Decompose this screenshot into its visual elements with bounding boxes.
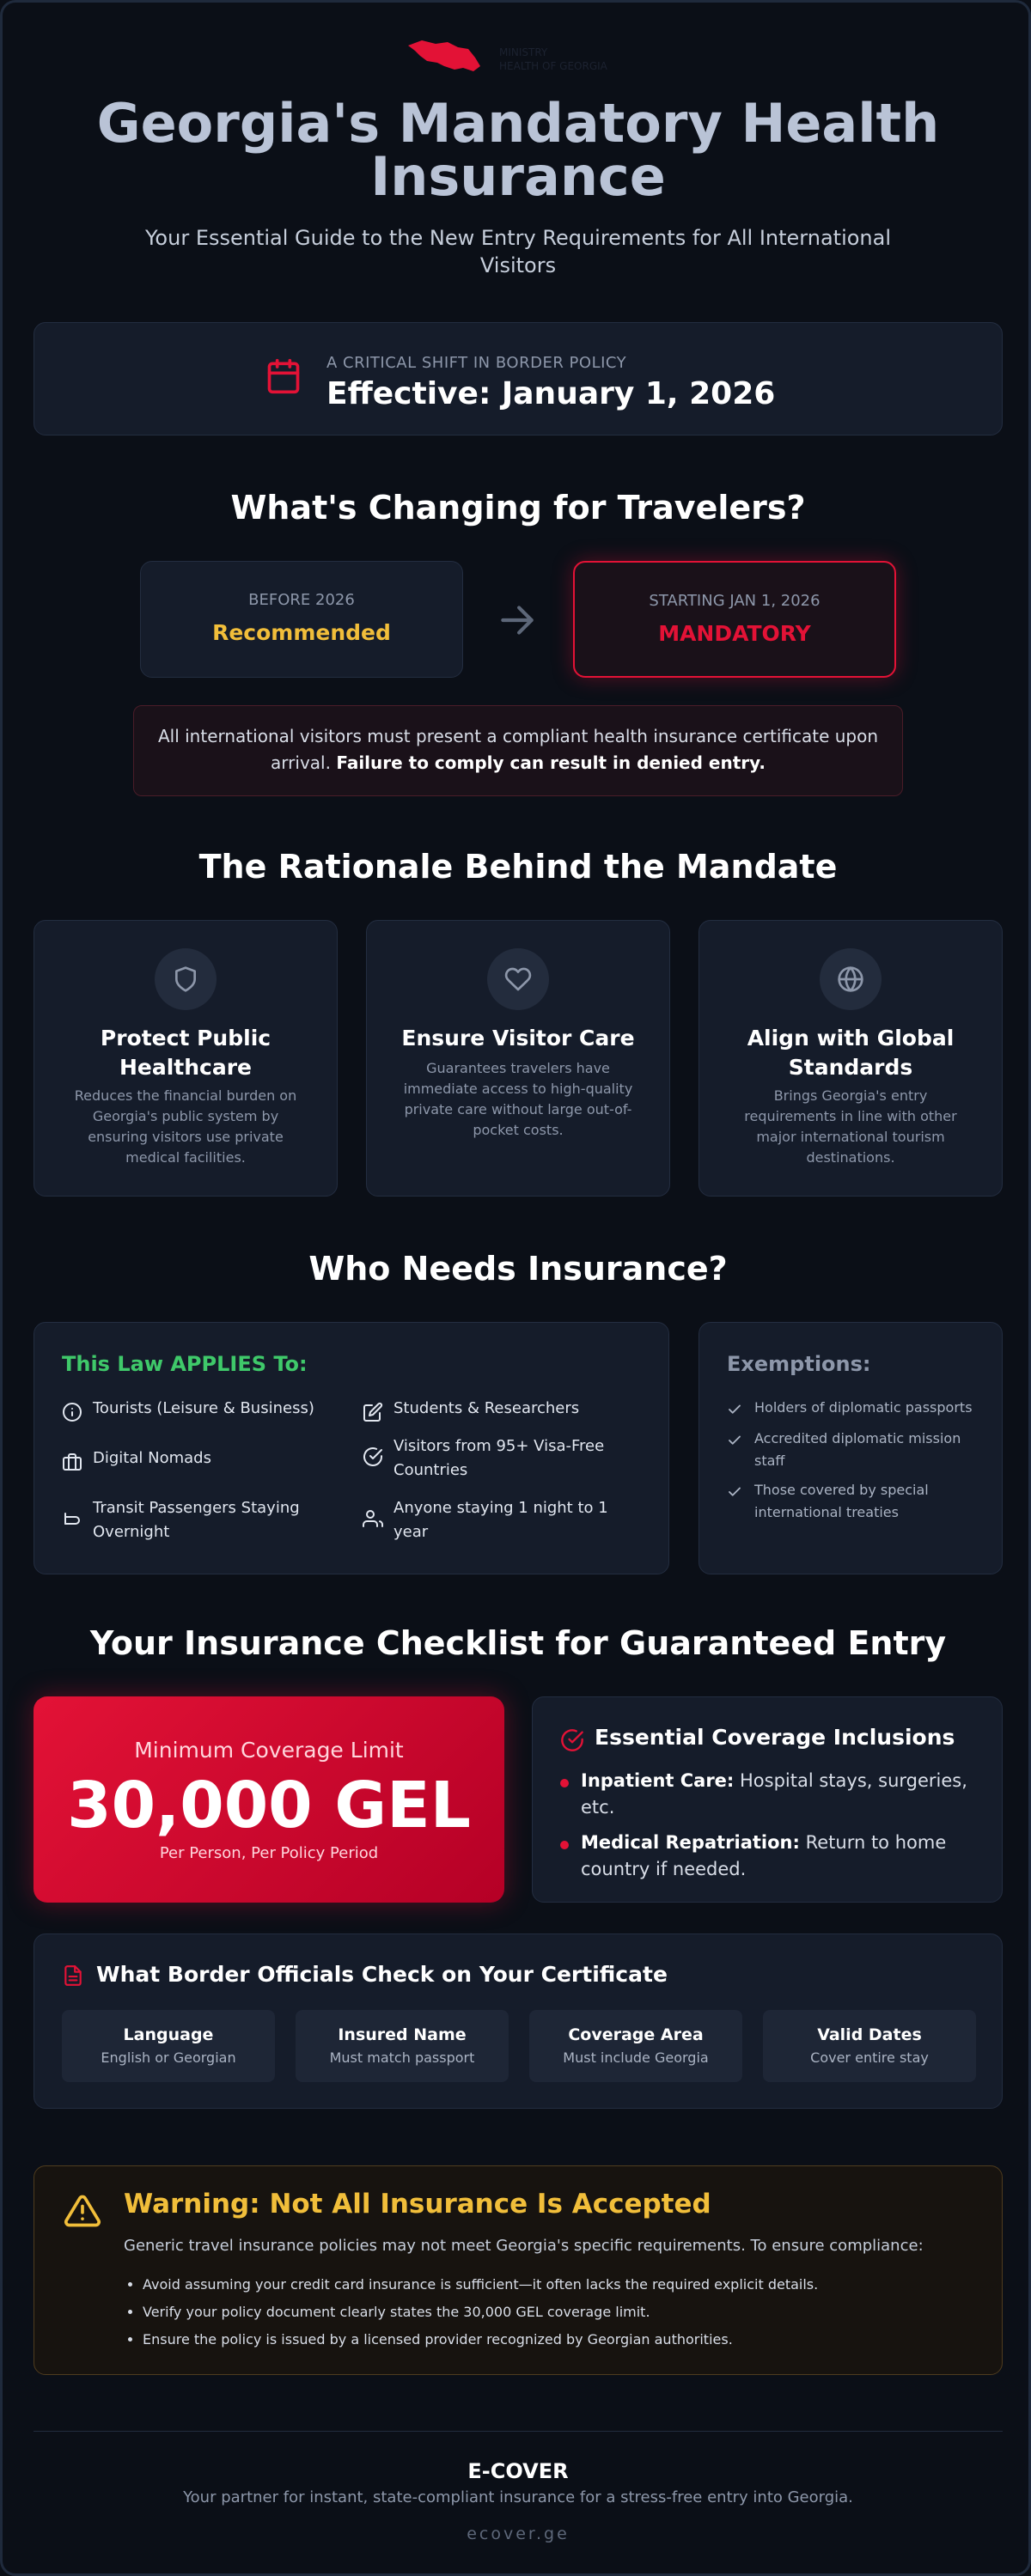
notice-bold: Failure to comply can result in denied entry.: [336, 752, 766, 773]
applies-title: This Law APPLIES To:: [62, 1352, 308, 1376]
rationale-card-global-standards: [699, 920, 1003, 1197]
info-icon: [62, 1402, 82, 1422]
check-circle-icon: [560, 1728, 584, 1752]
coverage-label: Minimum Coverage Limit: [134, 1738, 404, 1763]
exemptions-card: [699, 1322, 1003, 1574]
logo-line-2: HEALTH OF GEORGIA: [499, 60, 607, 72]
briefcase-icon: [62, 1452, 82, 1472]
before-value: Recommended: [212, 620, 391, 645]
inclusion-bold: Medical Repatriation:: [581, 1832, 800, 1853]
rationale-heading: The Rationale Behind the Mandate: [198, 848, 838, 886]
check-valid-dates: [763, 2010, 976, 2082]
exemption-text: Holders of diplomatic passports: [754, 1399, 973, 1416]
exemptions-title: Exemptions:: [727, 1352, 871, 1376]
after-label: STARTING JAN 1, 2026: [649, 592, 821, 610]
applies-text: Transit Passengers Staying Overnight: [93, 1499, 300, 1541]
footer-divider: [34, 2431, 1003, 2432]
who-heading: Who Needs Insurance?: [308, 1250, 728, 1288]
applies-text: Visitors from 95+ Visa-Free Countries: [393, 1437, 605, 1479]
after-card: [573, 561, 896, 678]
effective-kicker: A CRITICAL SHIFT IN BORDER POLICY: [326, 354, 627, 372]
rationale-title: Align with Global Standards: [747, 1026, 955, 1080]
warning-desc: Generic travel insurance policies may not meet Georgia's specific requirements. To ensure compliance:: [124, 2237, 924, 2255]
check-desc: Must match passport: [329, 2049, 475, 2066]
check-desc: English or Georgian: [101, 2049, 236, 2066]
applies-card: [34, 1322, 669, 1574]
coverage-note: Per Person, Per Policy Period: [159, 1844, 379, 1862]
users-icon: [363, 1508, 383, 1529]
arrow-right-icon: [496, 599, 539, 642]
check-icon: [727, 1484, 742, 1500]
rationale-card-public-healthcare: [34, 920, 338, 1197]
logo-line-1: MINISTRY: [499, 46, 548, 58]
rationale-desc: Reduces the financial burden on Georgia's public system by ensuring visitors use private medical facilities.: [74, 1087, 297, 1166]
page-title: Georgia's Mandatory Health Insurance: [96, 92, 940, 208]
georgia-map-icon: [406, 37, 484, 76]
coverage-amount: 30,000 GEL: [67, 1769, 471, 1842]
edit-icon: [363, 1402, 383, 1422]
footer-url-link[interactable]: ecover.ge: [467, 2524, 570, 2543]
notice-text: All international visitors must present a compliant health insurance certificate upon arrival.: [157, 726, 879, 773]
inclusion-text: Return to home country if needed.: [581, 1832, 947, 1879]
warning-card: [34, 2165, 1003, 2375]
check-insured-name: [296, 2010, 509, 2082]
logo-text: [499, 46, 607, 73]
after-value: MANDATORY: [658, 621, 811, 646]
border-check-card: [34, 1934, 1003, 2109]
warning-triangle-icon: [62, 2192, 103, 2230]
bullet-dot: [560, 1841, 569, 1849]
coverage-limit-card: [34, 1696, 504, 1903]
rationale-desc: Guarantees travelers have immediate access to high-quality private care without large out-of-pocket costs.: [403, 1060, 633, 1138]
rationale-card-visitor-care: [366, 920, 670, 1197]
check-title: Coverage Area: [568, 2025, 704, 2044]
inclusion-text: Hospital stays, surgeries, etc.: [581, 1770, 967, 1818]
globe-icon: [837, 965, 864, 993]
check-title: Insured Name: [338, 2025, 467, 2044]
check-desc: Cover entire stay: [810, 2049, 929, 2066]
footer-brand: E-COVER: [467, 2459, 569, 2483]
exemption-text: Accredited diplomatic mission staff: [754, 1430, 961, 1469]
rationale-title: Ensure Visitor Care: [401, 1026, 635, 1050]
applies-text: Tourists (Leisure & Business): [93, 1399, 314, 1417]
before-label: BEFORE 2026: [248, 591, 355, 609]
footer-tagline: Your partner for instant, state-compliant insurance for a stress-free entry into Georgia.: [183, 2488, 853, 2506]
warning-item: • Verify your policy document clearly states the 30,000 GEL coverage limit.: [143, 2299, 985, 2326]
check-language: [62, 2010, 275, 2082]
checklist-heading: Your Insurance Checklist for Guaranteed Entry: [89, 1624, 947, 1662]
border-check-title: What Border Officials Check on Your Certificate: [96, 1962, 668, 1987]
inclusion-item: [560, 1768, 974, 1821]
inclusion-bold: Inpatient Care:: [581, 1770, 735, 1791]
check-icon: [727, 1433, 742, 1448]
applies-text: Students & Researchers: [393, 1399, 580, 1417]
rationale-title: Protect Public Healthcare: [100, 1026, 271, 1080]
denied-entry-notice: [133, 705, 903, 796]
rationale-desc: Brings Georgia's entry requirements in line with other major international tourism destinations.: [744, 1087, 957, 1166]
effective-date-banner: [34, 322, 1003, 435]
changing-heading: What's Changing for Travelers?: [230, 489, 806, 527]
document-icon: [62, 1964, 84, 1988]
warning-title: Warning: Not All Insurance Is Accepted: [124, 2189, 711, 2220]
warning-list: [143, 2271, 985, 2354]
bullet-dot: [560, 1779, 569, 1787]
check-coverage-area: [529, 2010, 742, 2082]
warning-item: • Avoid assuming your credit card insurance is sufficient—it often lacks the required explicit details.: [143, 2271, 985, 2299]
inclusions-card: [532, 1696, 1003, 1903]
check-icon: [727, 1402, 742, 1417]
before-card: [140, 561, 463, 678]
georgia-map-logo: [406, 37, 630, 85]
inclusions-title: Essential Coverage Inclusions: [595, 1725, 955, 1750]
badge-check-icon: [363, 1446, 383, 1467]
warning-item: • Ensure the policy is issued by a licensed provider recognized by Georgian authorities.: [143, 2326, 985, 2354]
inclusion-item: [560, 1830, 974, 1883]
calendar-icon: [265, 357, 302, 395]
effective-date: Effective: January 1, 2026: [326, 376, 776, 411]
heart-icon: [504, 965, 532, 993]
check-desc: Must include Georgia: [563, 2049, 709, 2066]
applies-text: Anyone staying 1 night to 1 year: [393, 1499, 608, 1541]
applies-text: Digital Nomads: [93, 1449, 211, 1467]
exemption-text: Those covered by special international treaties: [754, 1482, 929, 1520]
check-title: Valid Dates: [817, 2025, 922, 2044]
shield-icon: [172, 965, 199, 993]
transit-icon: [62, 1508, 82, 1529]
check-title: Language: [123, 2025, 214, 2044]
page-subtitle: Your Essential Guide to the New Entry Requirements for All International Visitors: [144, 226, 892, 277]
